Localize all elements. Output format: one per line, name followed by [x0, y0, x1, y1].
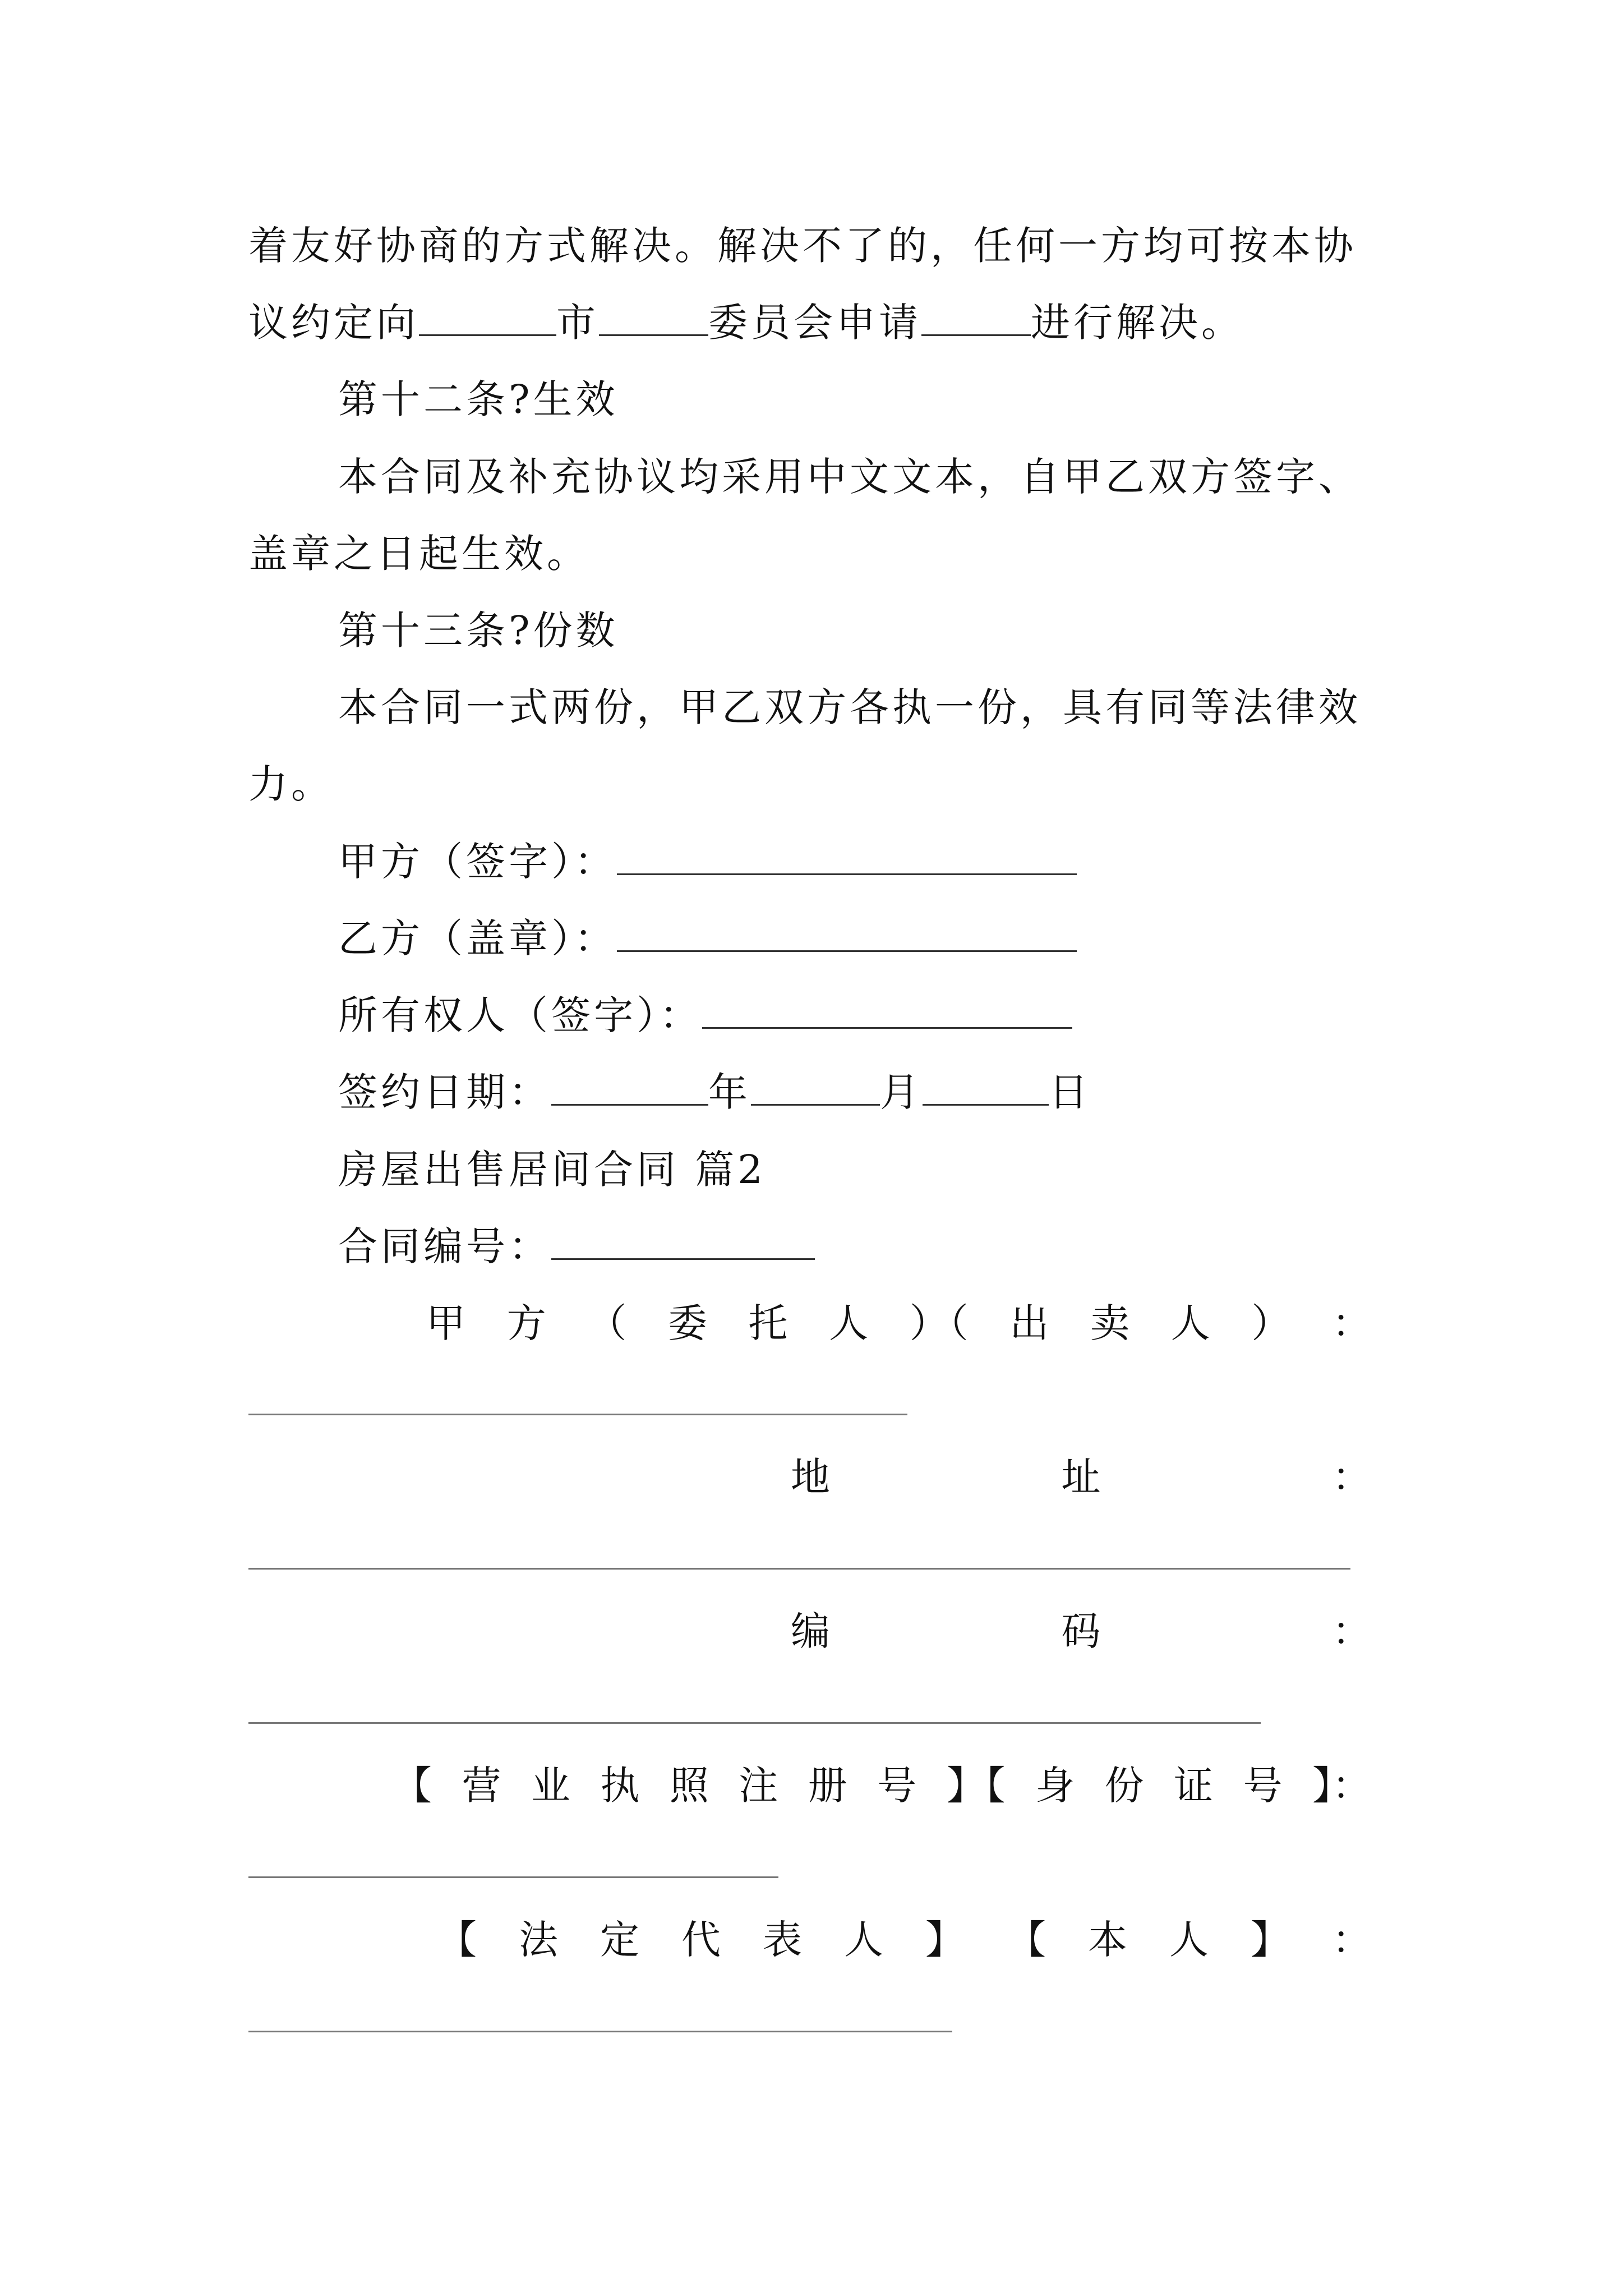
char: 【 — [393, 1763, 432, 1809]
year-blank[interactable] — [551, 1067, 708, 1106]
char: 方 — [506, 1300, 546, 1346]
char: ： — [1332, 1454, 1371, 1500]
char: 】 — [1251, 1917, 1290, 1963]
char: 委 — [667, 1300, 707, 1346]
text-run: 进行解决。 — [1031, 300, 1244, 346]
char: 托 — [748, 1300, 788, 1346]
char: 甲 — [426, 1300, 465, 1346]
paragraph-line — [338, 449, 1516, 505]
signature-label: 乙方（盖章）： — [338, 915, 617, 961]
text-run: 委员会申请 — [708, 300, 921, 346]
signing-date — [338, 1064, 1516, 1120]
char: ） — [1251, 1300, 1291, 1346]
contract-number-blank[interactable] — [551, 1221, 815, 1260]
text-run: 盖章之日起生效。 — [248, 531, 589, 577]
representative-label-row — [437, 1912, 1371, 1968]
char: 卖 — [1090, 1300, 1129, 1346]
char: 】 — [925, 1917, 965, 1963]
char: 【 — [1007, 1917, 1046, 1963]
fill-blank[interactable] — [599, 297, 708, 336]
signature-blank[interactable] — [617, 913, 1077, 952]
char: 人 — [844, 1917, 883, 1963]
paragraph-line — [248, 295, 1426, 351]
char: 人 — [1170, 1300, 1210, 1346]
day-label: 日 — [1049, 1069, 1091, 1115]
char: 号 — [877, 1763, 917, 1809]
date-label: 签约日期： — [338, 1069, 551, 1115]
contract-number — [338, 1218, 1516, 1274]
char: 业 — [531, 1763, 570, 1809]
signature-blank[interactable] — [702, 990, 1072, 1029]
char: 人 — [829, 1300, 869, 1346]
char: 注 — [739, 1763, 778, 1809]
representative-blank[interactable] — [248, 2031, 952, 2032]
month-label: 月 — [880, 1069, 923, 1115]
license-id-blank[interactable] — [248, 1876, 778, 1878]
paragraph-line — [338, 679, 1516, 735]
fill-blank[interactable] — [419, 297, 556, 336]
char: 照 — [669, 1763, 709, 1809]
char: ： — [1332, 1917, 1371, 1963]
char: ： — [1331, 1300, 1371, 1346]
address-blank[interactable] — [248, 1568, 1350, 1570]
signature-label: 甲方（签字）： — [338, 839, 617, 885]
char: ）（ — [909, 1300, 969, 1346]
char: 人 — [1169, 1917, 1209, 1963]
char: 表 — [763, 1917, 802, 1963]
char: 证 — [1173, 1763, 1213, 1809]
signature-label: 所有权人（签字）： — [338, 992, 702, 1038]
text-run: 本合同一式两份，甲乙双方各执一份，具有同等法律效 — [338, 684, 1361, 730]
article-title — [338, 371, 1516, 427]
char: 本 — [1088, 1917, 1127, 1963]
char: 册 — [808, 1763, 847, 1809]
char: （ — [587, 1300, 627, 1346]
year-label: 年 — [708, 1069, 751, 1115]
paragraph-line — [248, 218, 1426, 274]
article-title — [338, 602, 1516, 659]
char: 出 — [1009, 1300, 1049, 1346]
char: 码 — [1061, 1608, 1101, 1654]
day-blank[interactable] — [923, 1067, 1049, 1106]
signature-party-b — [338, 910, 1516, 967]
address-label-row — [791, 1449, 1371, 1505]
text-run: 议约定向 — [248, 300, 419, 346]
char: 地 — [791, 1454, 830, 1500]
party-a-blank[interactable] — [248, 1414, 907, 1415]
text-run: 第十三条?份数 — [338, 608, 619, 654]
license-id-label-row — [393, 1757, 1371, 1814]
text-run: 市 — [556, 300, 599, 346]
postal-code-label-row — [791, 1603, 1371, 1659]
section-heading — [338, 1142, 1516, 1198]
party-a-label-row — [426, 1295, 1371, 1351]
signature-party-a — [338, 834, 1516, 890]
char: 执 — [600, 1763, 640, 1809]
char: ： — [1332, 1608, 1371, 1654]
char: 【 — [437, 1917, 477, 1963]
char: 身 — [1035, 1763, 1075, 1809]
text-run: 房屋出售居间合同 篇2 — [338, 1147, 766, 1193]
char: 定 — [600, 1917, 639, 1963]
char: 代 — [681, 1917, 721, 1963]
text-run: 第十二条?生效 — [338, 376, 619, 422]
text-run: 本合同及补充协议均采用中文文本，自甲乙双方签字、 — [338, 454, 1361, 500]
char: 营 — [462, 1763, 501, 1809]
paragraph-line — [248, 756, 1426, 812]
signature-owner — [338, 987, 1516, 1043]
char: 】【 — [946, 1763, 1006, 1809]
char: 份 — [1104, 1763, 1144, 1809]
text-run: 着友好协商的方式解决。解决不了的，任何一方均可按本协 — [248, 223, 1357, 269]
month-blank[interactable] — [751, 1067, 880, 1106]
char: 法 — [519, 1917, 558, 1963]
char: 编 — [791, 1608, 830, 1654]
paragraph-line — [248, 526, 1426, 582]
contract-number-label: 合同编号： — [338, 1223, 551, 1269]
postal-code-blank[interactable] — [248, 1722, 1261, 1724]
text-run: 力。 — [248, 761, 334, 807]
char: 】： — [1312, 1763, 1371, 1809]
char: 址 — [1061, 1454, 1101, 1500]
char: 号 — [1243, 1763, 1283, 1809]
signature-blank[interactable] — [617, 836, 1077, 875]
fill-blank[interactable] — [921, 297, 1031, 336]
